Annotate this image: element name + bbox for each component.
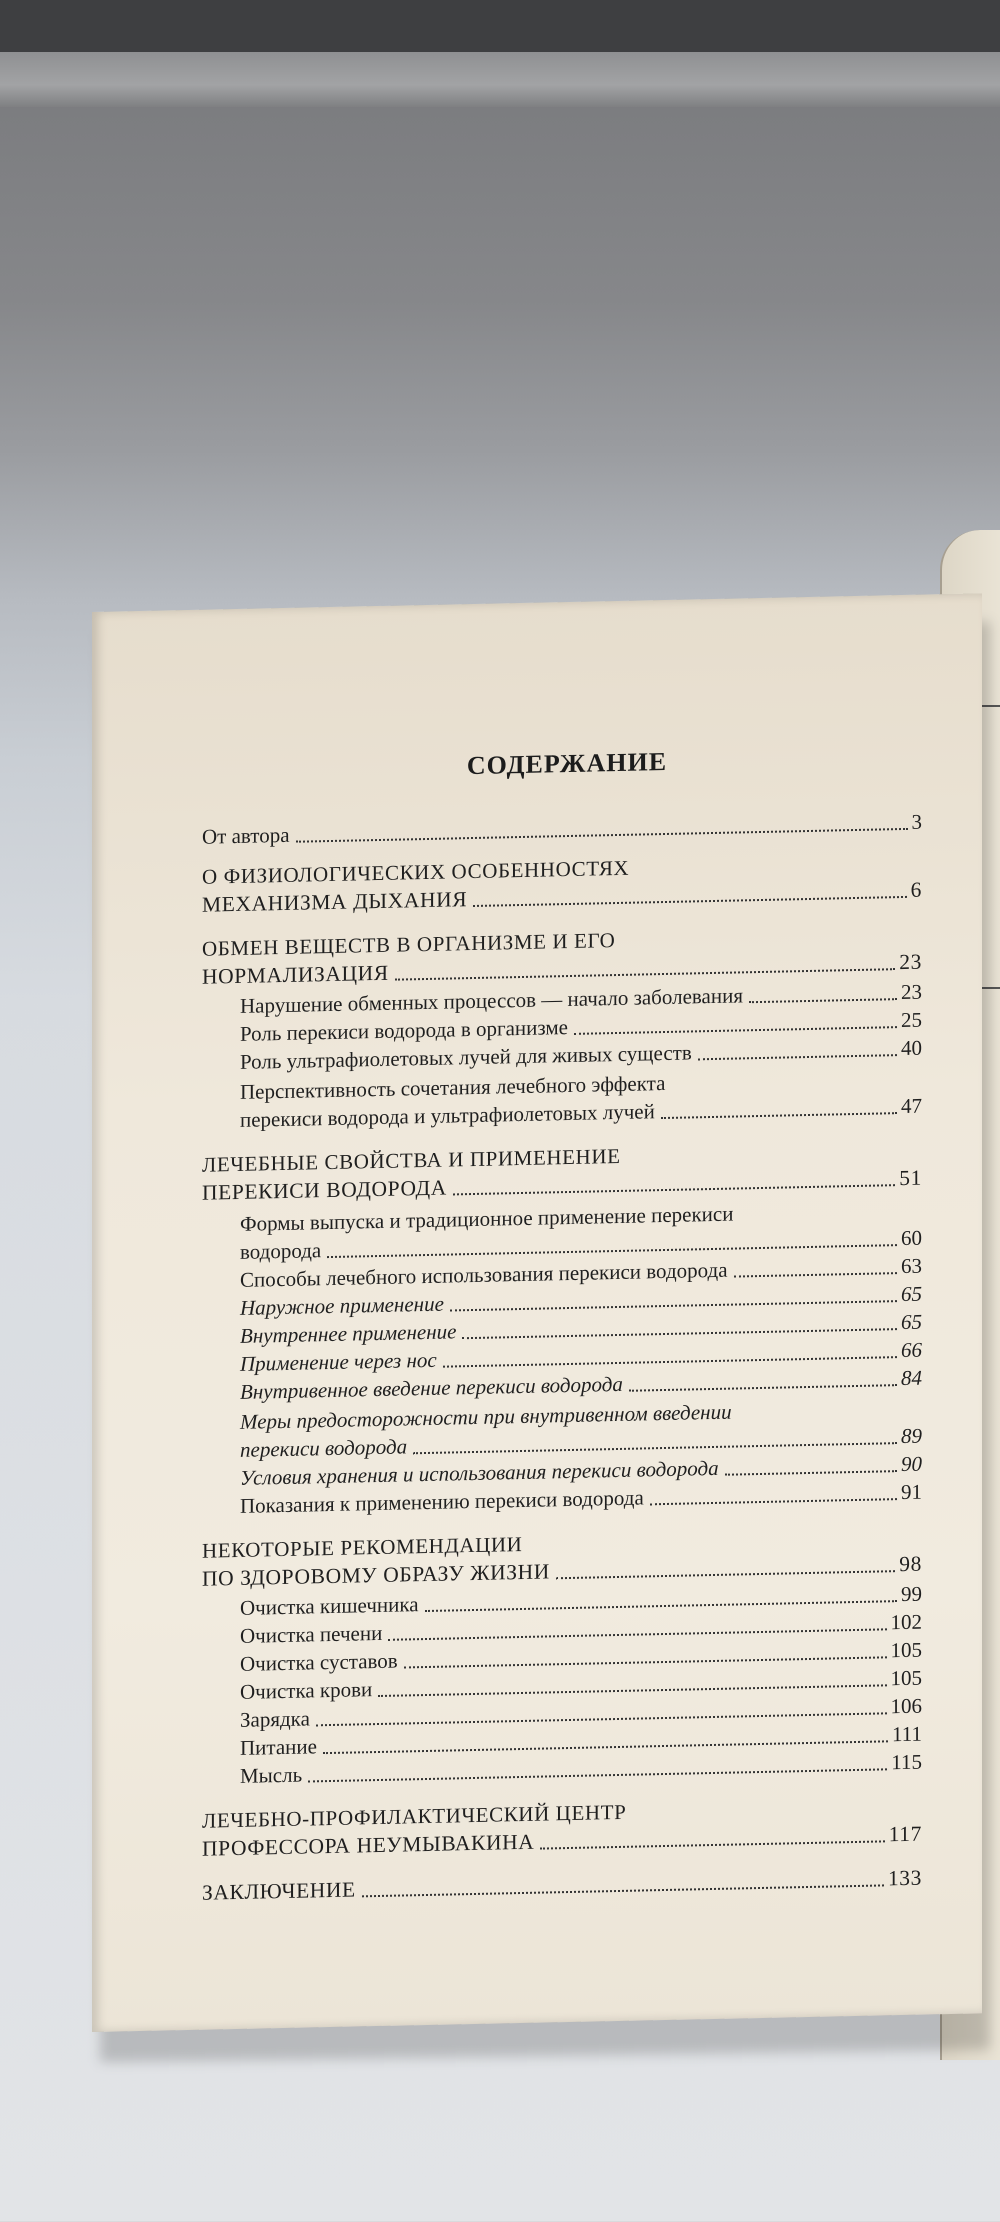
toc-page-number: 51: [899, 1165, 922, 1191]
toc-entry-text: Мысль: [240, 1762, 303, 1788]
toc-entry-text: Роль ультрафиолетовых лучей для живых существ: [240, 1040, 692, 1074]
leader-dots: [450, 1299, 897, 1311]
toc-entry-text: НОРМАЛИЗАЦИЯ: [202, 960, 389, 989]
leader-dots: [650, 1497, 897, 1505]
toc-page-number: 60: [901, 1225, 922, 1251]
toc-entry-text: Очистка печени: [240, 1620, 383, 1648]
leader-dots: [462, 1327, 897, 1339]
book-page: [92, 593, 982, 2032]
leader-dots: [661, 1111, 897, 1119]
toc-section-heading: ОБМЕН ВЕЩЕСТВ В ОРГАНИЗМЕ И ЕГО: [202, 928, 616, 961]
leader-dots: [453, 1183, 895, 1195]
toc-entry-text: Очистка кишечника: [240, 1592, 419, 1620]
toc-entry-line: Перспективность сочетания лечебного эффекта: [240, 1070, 666, 1104]
toc-entry-text: Очистка крови: [240, 1677, 373, 1704]
toc-page-number: 99: [901, 1581, 922, 1607]
toc-page-number: 23: [901, 979, 922, 1005]
toc-page-number: 65: [901, 1281, 922, 1307]
toc-entry-text: ПРОФЕССОРА НЕУМЫВАКИНА: [202, 1829, 535, 1861]
toc-page-number: 91: [901, 1479, 922, 1505]
toc-section-heading: НЕКОТОРЫЕ РЕКОМЕНДАЦИИ: [202, 1531, 523, 1563]
toc-page-number: 102: [890, 1609, 922, 1635]
leader-dots: [296, 827, 908, 843]
leader-dots: [388, 1627, 886, 1640]
leader-dots: [540, 1839, 884, 1849]
toc-entry-text: перекиси водорода: [240, 1434, 408, 1462]
toc-page-number: 25: [901, 1007, 922, 1033]
toc-page-number: 89: [901, 1423, 922, 1449]
toc-entry-text: МЕХАНИЗМА ДЫХАНИЯ: [202, 887, 468, 917]
leader-dots: [473, 895, 906, 907]
toc-entry-text: Роль перекиси водорода в организме: [240, 1015, 569, 1046]
toc-entry-text: ПЕРЕКИСИ ВОДОРОДА: [202, 1175, 447, 1205]
toc-entry-text: Внутреннее применение: [240, 1319, 457, 1348]
toc-page-number: 23: [899, 949, 922, 975]
leader-dots: [725, 1469, 897, 1476]
leader-dots: [556, 1569, 895, 1579]
toc-section-heading: ЛЕЧЕБНО-ПРОФИЛАКТИЧЕСКИЙ ЦЕНТР: [202, 1799, 627, 1833]
toc-page-number: 3: [911, 809, 922, 834]
toc-entry-text: водорода: [240, 1238, 322, 1264]
toc-entry-text: перекиси водорода и ультрафиолетовых лучей: [240, 1099, 655, 1132]
toc-entry-line: Формы выпуска и традиционное применение перекиси: [240, 1201, 734, 1236]
toc-page-number: 6: [910, 877, 922, 902]
leader-dots: [734, 1271, 897, 1277]
toc-page-number: 65: [901, 1309, 922, 1335]
toc-entry-text: ЗАКЛЮЧЕНИЕ: [202, 1877, 356, 1905]
leader-dots: [395, 967, 896, 980]
toc-page-number: 106: [890, 1693, 922, 1719]
leader-dots: [749, 997, 897, 1003]
window-sill-edge: [0, 52, 1000, 107]
toc-entry-text: Внутривенное введение перекиси водорода: [240, 1371, 623, 1404]
toc-entry-text: Очистка суставов: [240, 1648, 398, 1676]
leader-dots: [362, 1883, 884, 1897]
toc-page-number: 115: [891, 1749, 922, 1775]
leader-dots: [574, 1025, 897, 1035]
table-of-contents: [202, 740, 982, 1905]
toc-page-number: 133: [887, 1865, 922, 1891]
toc-entry: [202, 1866, 922, 1906]
toc-entry-text: Применение через нос: [240, 1347, 437, 1376]
toc-entry: [202, 810, 922, 850]
leader-dots: [308, 1767, 887, 1782]
toc-section-heading: ЛЕЧЕБНЫЕ СВОЙСТВА И ПРИМЕНЕНИЕ: [202, 1143, 621, 1177]
leader-dots: [629, 1383, 897, 1392]
leader-dots: [443, 1355, 897, 1368]
window-sill-dark: [0, 0, 1000, 52]
toc-entry-text: Способы лечебного использования перекиси водорода: [240, 1257, 728, 1292]
toc-entry-text: Питание: [240, 1734, 317, 1760]
toc-page-number: 105: [890, 1665, 922, 1691]
toc-entry-text: Зарядка: [240, 1706, 310, 1732]
toc-entry-text: От автора: [202, 822, 290, 849]
toc-entry-text: Наружное применение: [240, 1291, 444, 1320]
toc-page-number: 84: [901, 1365, 922, 1391]
toc-entry-text: Условия хранения и использования перекиси водорода: [240, 1455, 719, 1490]
toc-page-number: 63: [901, 1253, 922, 1279]
leader-dots: [698, 1053, 897, 1060]
toc-entry-line: Меры предосторожности при внутривенном введении: [240, 1399, 732, 1434]
leader-dots: [404, 1655, 887, 1668]
toc-page-number: 105: [890, 1637, 922, 1663]
toc-page-number: 117: [888, 1821, 922, 1847]
toc-page-number: 66: [901, 1337, 922, 1363]
toc-entry-text: Нарушение обменных процессов — начало заболевания: [240, 983, 743, 1018]
toc-entry-text: ПО ЗДОРОВОМУ ОБРАЗУ ЖИЗНИ: [202, 1559, 550, 1591]
toc-page-number: 90: [901, 1451, 922, 1477]
leader-dots: [413, 1441, 897, 1454]
toc-page-number: 98: [899, 1551, 922, 1577]
toc-page-number: 111: [892, 1721, 922, 1747]
toc-page-number: 40: [901, 1035, 922, 1061]
leader-dots: [425, 1599, 897, 1612]
toc-entry-text: Показания к применению перекиси водорода: [240, 1485, 644, 1518]
toc-page-number: 47: [901, 1093, 922, 1119]
toc-title: СОДЕРЖАНИЕ: [466, 746, 668, 781]
toc-section-heading: О ФИЗИОЛОГИЧЕСКИХ ОСОБЕННОСТЯХ: [202, 855, 630, 889]
